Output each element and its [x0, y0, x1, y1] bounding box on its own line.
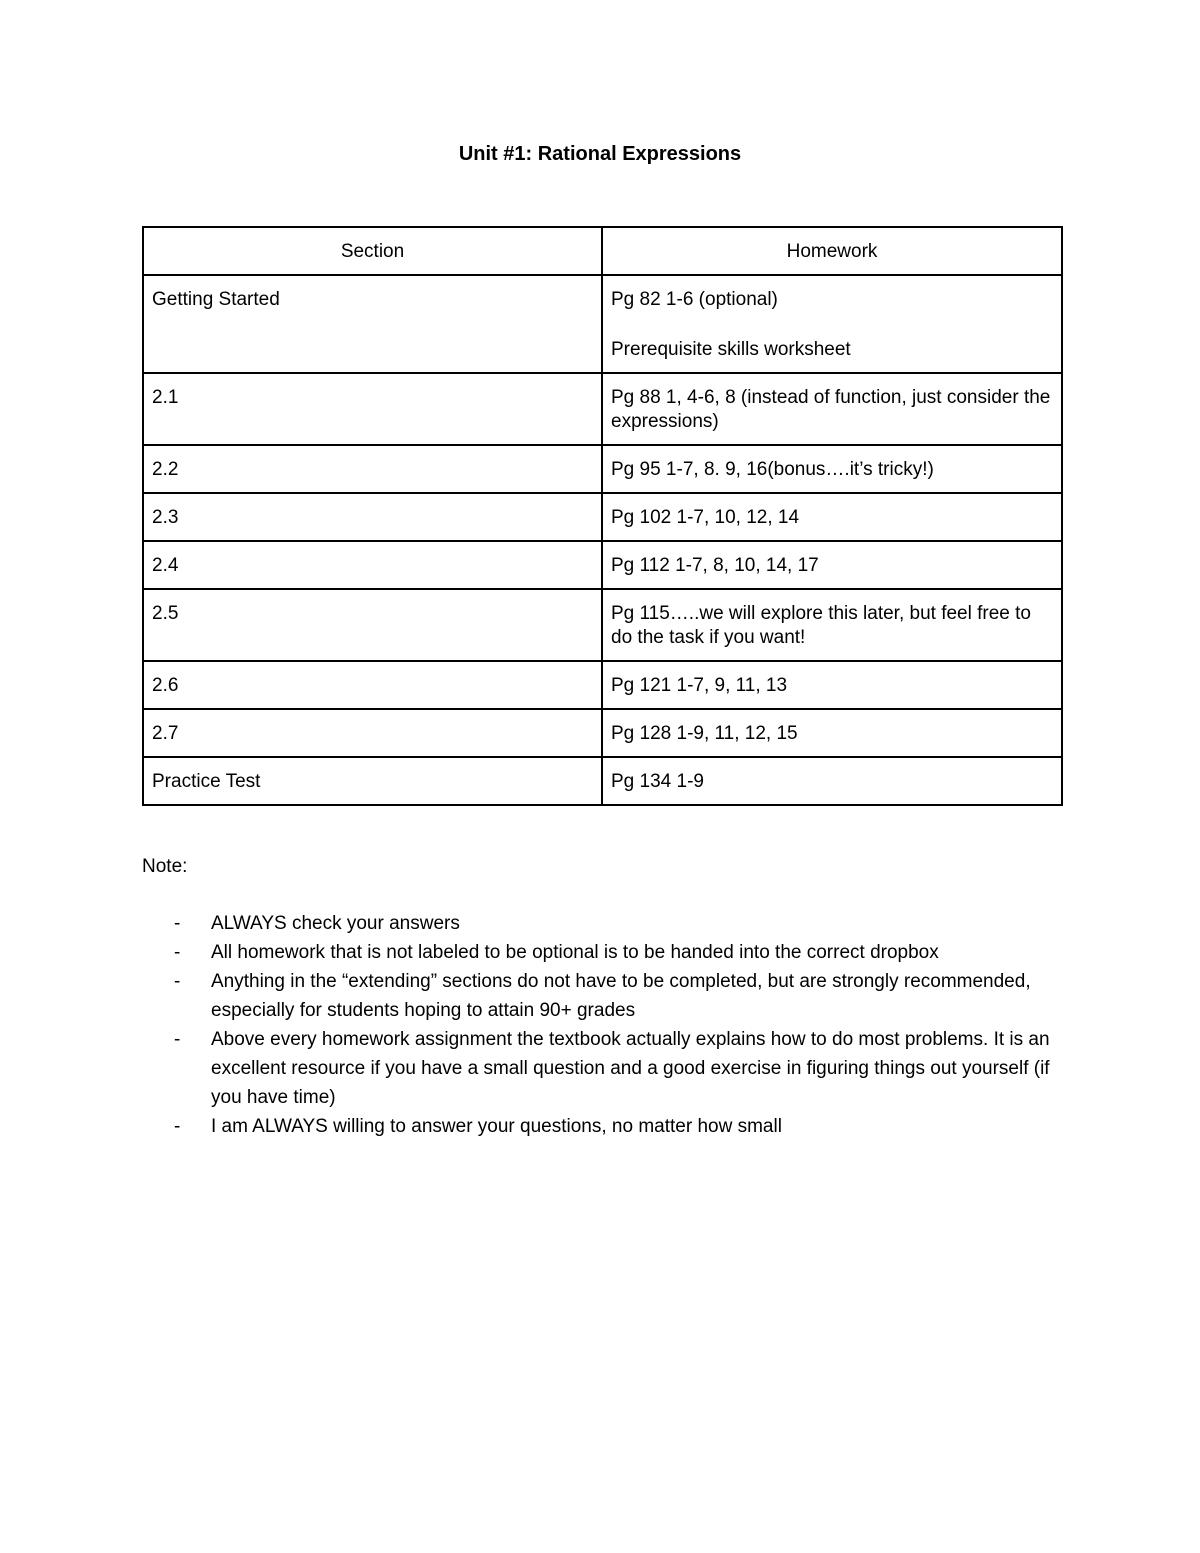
table-row — [143, 589, 1062, 661]
note-text: I am ALWAYS willing to answer your questions, no matter how small — [211, 1116, 782, 1137]
note-text: Anything in the “extending” sections do not have to be completed, but are strongly recommended, especially for students hoping to attain 90+ grades — [211, 971, 1031, 1021]
table-row — [143, 709, 1062, 757]
homework-line: Pg 88 1, 4-6, 8 (instead of function, just consider the expressions) — [611, 387, 1051, 432]
section-cell: 2.2 — [143, 445, 602, 493]
homework-cell — [602, 493, 1062, 541]
table-row — [143, 493, 1062, 541]
homework-line: Pg 121 1-7, 9, 11, 13 — [611, 675, 788, 696]
homework-cell — [602, 445, 1062, 493]
table-row — [143, 661, 1062, 709]
homework-cell — [602, 275, 1062, 373]
note-item — [142, 909, 1072, 938]
section-cell: 2.1 — [143, 373, 602, 445]
homework-cell — [602, 709, 1062, 757]
section-cell: 2.6 — [143, 661, 602, 709]
homework-cell — [602, 373, 1062, 445]
page-title: Unit #1: Rational Expressions — [458, 143, 742, 165]
homework-line: Pg 82 1-6 (optional) — [611, 289, 778, 310]
table-row — [143, 445, 1062, 493]
homework-line: Pg 128 1-9, 11, 12, 15 — [611, 723, 798, 744]
note-item — [142, 938, 1072, 967]
dash-bullet: - — [174, 913, 181, 934]
dash-bullet: - — [174, 1116, 181, 1137]
homework-cell — [602, 541, 1062, 589]
notes-list — [142, 909, 1072, 1141]
note-text: Above every homework assignment the textbook actually explains how to do most problems. It is an excellent resource if you have a small question and a good exercise in figuring things out yourself (if you have time) — [211, 1029, 1050, 1108]
note-text: All homework that is not labeled to be optional is to be handed into the correct dropbox — [211, 942, 939, 963]
table-header-row — [143, 227, 1062, 275]
homework-line: Prerequisite skills worksheet — [611, 339, 851, 360]
homework-table — [142, 226, 1063, 806]
section-cell: 2.7 — [143, 709, 602, 757]
note-item — [142, 1112, 1072, 1141]
section-cell: Getting Started — [143, 275, 602, 373]
note-text: ALWAYS check your answers — [211, 913, 460, 934]
dash-bullet: - — [174, 971, 181, 992]
section-cell: 2.3 — [143, 493, 602, 541]
note-label: Note: — [142, 856, 188, 877]
section-cell: 2.4 — [143, 541, 602, 589]
header-section: Section — [143, 227, 602, 275]
header-homework: Homework — [602, 227, 1062, 275]
table-row — [143, 757, 1062, 805]
table-row — [143, 373, 1062, 445]
section-cell: Practice Test — [143, 757, 602, 805]
section-cell: 2.5 — [143, 589, 602, 661]
note-item — [142, 967, 1072, 1025]
table-row — [143, 275, 1062, 373]
homework-cell — [602, 589, 1062, 661]
homework-cell — [602, 661, 1062, 709]
homework-line: Pg 134 1-9 — [611, 771, 704, 792]
table-row — [143, 541, 1062, 589]
dash-bullet: - — [174, 1029, 181, 1050]
homework-line: Pg 102 1-7, 10, 12, 14 — [611, 507, 800, 528]
homework-line: Pg 112 1-7, 8, 10, 14, 17 — [611, 555, 819, 576]
homework-cell — [602, 757, 1062, 805]
homework-line: Pg 95 1-7, 8. 9, 16(bonus….it’s tricky!) — [611, 459, 934, 480]
dash-bullet: - — [174, 942, 181, 963]
homework-line: Pg 115…..we will explore this later, but feel free to do the task if you want! — [611, 603, 1031, 648]
note-item — [142, 1025, 1072, 1112]
